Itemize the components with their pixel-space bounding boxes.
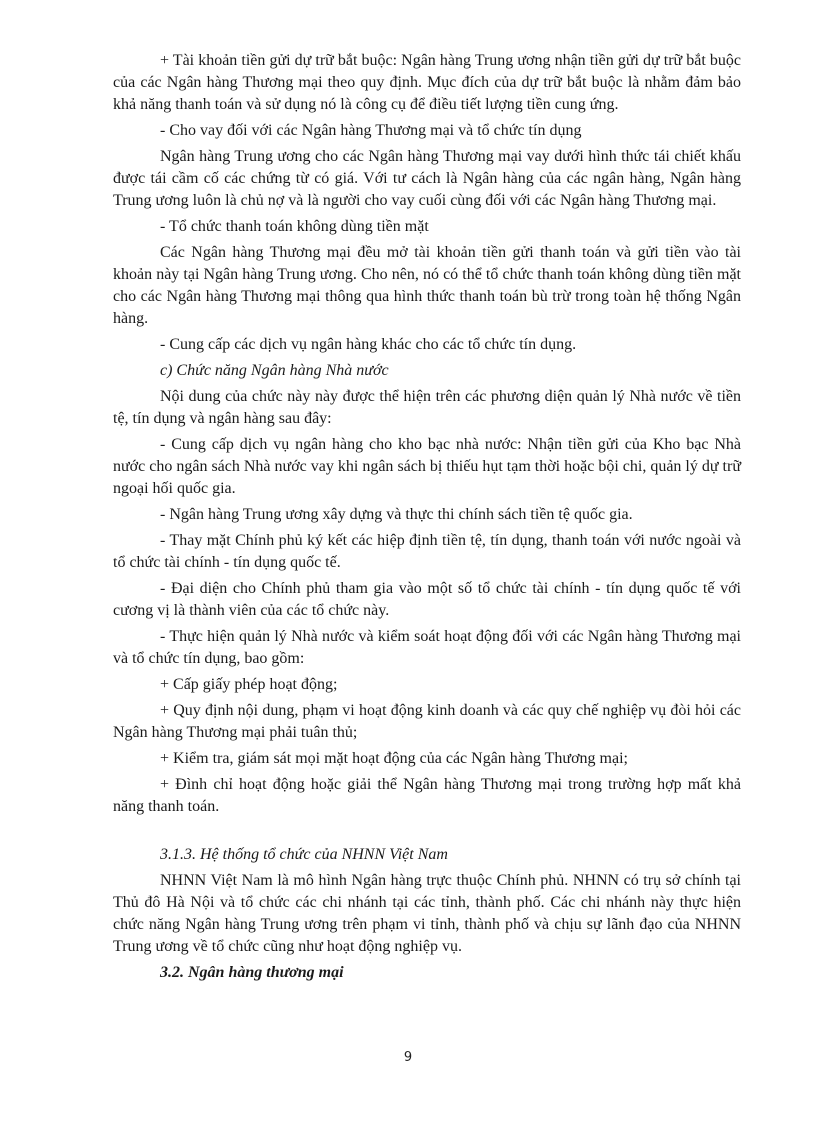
list-item-licensing: + Cấp giấy phép hoạt động; xyxy=(160,676,338,693)
section-heading-313: 3.1.3. Hệ thống tổ chức của NHNN Việt Nam xyxy=(160,846,448,863)
section-313-body: NHNN Việt Nam là mô hình Ngân hàng trực thuộc Chính phủ. NHNN có trụ sở chính tại Thủ đô Hà Nội và tổ chức các chi nhánh tại các tỉnh, thành phố. Các chi nhánh này thực hiện chức năng Ngân hàng Trung ương trên phạm vi tỉnh, thành phố và chịu sự lãnh đạo của NHNN Trung ương về tổ chức cũng như hoạt động nghiệp vụ. xyxy=(113,872,741,955)
paragraph-international-agreements: - Thay mặt Chính phủ ký kết các hiệp định tiền tệ, tín dụng, thanh toán với nước ngoài và tổ chức tài chính - tín dụng quốc tế. xyxy=(113,532,741,571)
list-item-inspection: + Kiểm tra, giám sát mọi mặt hoạt động của các Ngân hàng Thương mại; xyxy=(160,750,628,767)
paragraph-cashless-heading: - Tổ chức thanh toán không dùng tiền mặt xyxy=(160,218,429,235)
paragraph-supervision-intro: - Thực hiện quản lý Nhà nước và kiểm soát hoạt động đối với các Ngân hàng Thương mại và tổ chức tín dụng, bao gồm: xyxy=(113,628,741,667)
paragraph-monetary-policy: - Ngân hàng Trung ương xây dựng và thực thi chính sách tiền tệ quốc gia. xyxy=(160,506,633,523)
paragraph-state-management-intro: Nội dung của chức này này được thể hiện trên các phương diện quản lý Nhà nước về tiền tệ, tín dụng và ngân hàng sau đây: xyxy=(113,388,741,427)
paragraph-international-representation: - Đại diện cho Chính phủ tham gia vào một số tổ chức tài chính - tín dụng quốc tế với cương vị là thành viên của các tổ chức này. xyxy=(113,580,741,619)
list-item-regulation: + Quy định nội dung, phạm vi hoạt động kinh doanh và các quy chế nghiệp vụ đòi hỏi các Ngân hàng Thương mại phải tuân thủ; xyxy=(113,702,741,741)
subheading-state-bank-function: c) Chức năng Ngân hàng Nhà nước xyxy=(160,362,389,379)
list-item-suspension: + Đình chỉ hoạt động hoặc giải thể Ngân hàng Thương mại trong trường hợp mất khả năng thanh toán. xyxy=(113,776,741,815)
paragraph-lending-body: Ngân hàng Trung ương cho các Ngân hàng Thương mại vay dưới hình thức tái chiết khấu được tái cầm cố các chứng từ có giá. Với tư cách là Ngân hàng của các ngân hàng, Ngân hàng Trung ương luôn là chủ nợ và là người cho vay cuối cùng đối với các Ngân hàng Thương mại. xyxy=(113,148,741,209)
paragraph-reserve-account: + Tài khoản tiền gửi dự trữ bắt buộc: Ngân hàng Trung ương nhận tiền gửi dự trữ bắt buộc của các Ngân hàng Thương mại theo quy định. Mục đích của dự trữ bắt buộc là nhằm đảm bảo khả năng thanh toán và sử dụng nó là công cụ để điều tiết lượng tiền cung ứng. xyxy=(113,52,741,113)
paragraph-cashless-body: Các Ngân hàng Thương mại đều mở tài khoản tiền gửi thanh toán và gửi tiền vào tài khoản này tại Ngân hàng Trung ương. Cho nên, nó có thể tổ chức thanh toán không dùng tiền mặt cho các Ngân hàng Thương mại thông qua hình thức thanh toán bù trừ trong toàn hệ thống Ngân hàng. xyxy=(113,244,741,327)
page-body xyxy=(113,50,741,988)
paragraph-other-services: - Cung cấp các dịch vụ ngân hàng khác cho các tổ chức tín dụng. xyxy=(160,336,577,353)
paragraph-treasury-services: - Cung cấp dịch vụ ngân hàng cho kho bạc nhà nước: Nhận tiền gửi của Kho bạc Nhà nước cho ngân sách Nhà nước vay khi ngân sách bị thiếu hụt tạm thời hoặc bội chi, quản lý dự trữ ngoại hối quốc gia. xyxy=(113,436,741,497)
paragraph-lending-heading: - Cho vay đối với các Ngân hàng Thương mại và tổ chức tín dụng xyxy=(160,122,582,139)
page-number: 9 xyxy=(403,1050,413,1065)
section-heading-32: 3.2. Ngân hàng thương mại xyxy=(160,964,344,981)
